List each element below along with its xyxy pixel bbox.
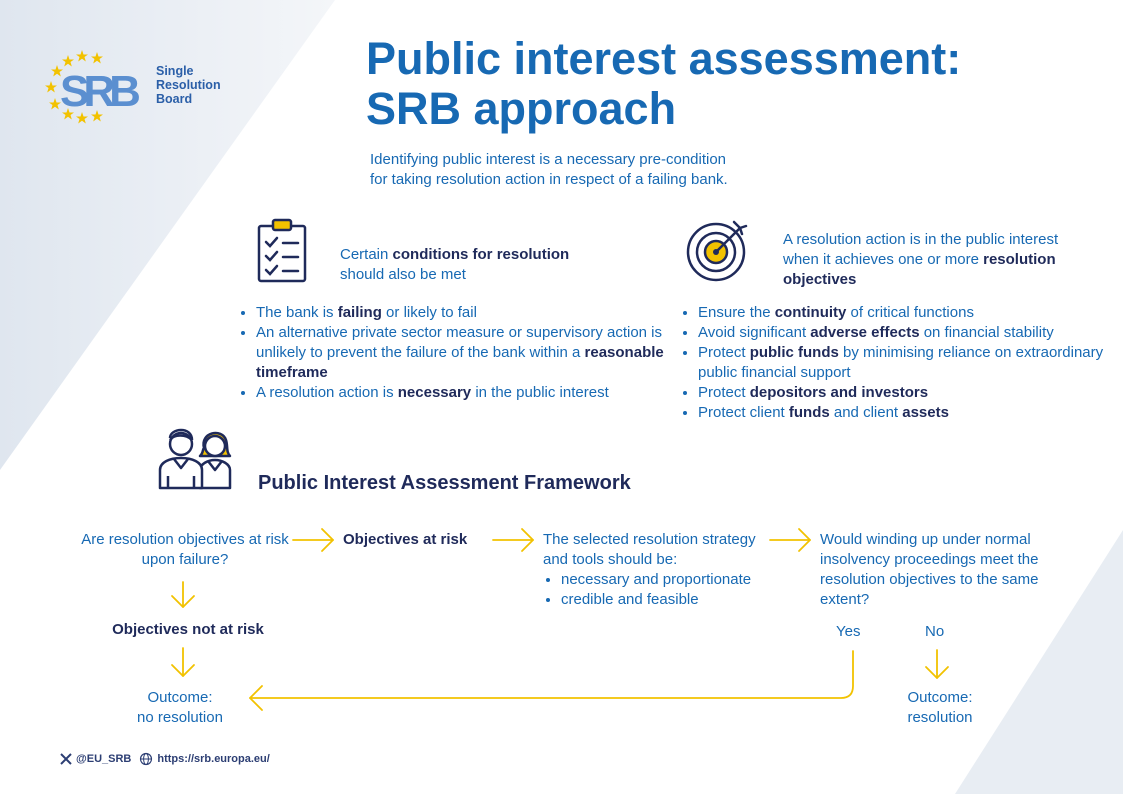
title-line-2: SRB approach [366, 83, 677, 134]
strategy-intro: The selected resolution strategy and tools should be: [543, 531, 756, 568]
list-item: • The bank is failing or likely to fail [256, 303, 696, 323]
website-link[interactable]: https://srb.europa.eu/ [157, 753, 270, 765]
title-line-1: Public interest assessment: [366, 33, 962, 84]
outcome-resolution-line-1: Outcome: [907, 689, 973, 706]
list-item: • Ensure the continuity of critical functions [698, 303, 1123, 323]
arrow-yes-to-no-resolution [250, 651, 853, 710]
question-objectives-at-risk: Are resolution objectives at risk upon failure? [81, 531, 289, 568]
intro-line-2: for taking resolution action in respect of a failing bank. [370, 171, 728, 188]
no-label: No [925, 623, 945, 640]
list-item: • Protect depositors and investors [698, 383, 1123, 403]
objectives-not-at-risk-label: Objectives not at risk [112, 621, 264, 638]
outcome-resolution-line-2: resolution [907, 709, 973, 726]
list-item: • Protect client funds and client assets [698, 403, 1123, 423]
arrow-right-icon [293, 529, 333, 551]
footer [60, 752, 360, 766]
arrow-down-icon [172, 648, 194, 676]
logo-line-1: Single [156, 64, 194, 78]
list-item: • A resolution action is necessary in the public interest [256, 383, 696, 403]
question-winding-up: Would winding up under normal insolvency proceedings meet the resolution objectives to the same extent? [820, 531, 1039, 608]
arrow-down-icon [172, 582, 194, 607]
list-item: • An alternative private sector measure or supervisory action is unlikely to prevent the failure of the bank within a reasonable timeframe [256, 323, 696, 383]
objectives-at-risk-label: Objectives at risk [343, 531, 468, 548]
framework-title: Public Interest Assessment Framework [258, 472, 631, 494]
outcome-no-resolution-line-2: no resolution [137, 709, 223, 726]
arrow-right-icon [770, 529, 810, 551]
logo-line-2: Resolution [156, 78, 221, 92]
arrow-down-icon [926, 650, 948, 678]
conditions-heading-prefix: Certain [340, 246, 393, 263]
logo-line-3: Board [156, 92, 193, 106]
globe-icon [139, 752, 153, 766]
list-item: • necessary and proportionate [561, 570, 791, 590]
arrow-right-icon [493, 529, 533, 551]
conditions-heading-suffix: should also be met [340, 266, 466, 283]
outcome-no-resolution-line-1: Outcome: [147, 689, 213, 706]
x-logo-icon [60, 753, 72, 765]
conditions-heading-bold: conditions for resolution [392, 246, 570, 263]
twitter-handle-link[interactable]: @EU_SRB [76, 753, 132, 765]
list-item: • Avoid significant adverse effects on financial stability [698, 323, 1123, 343]
list-item: • credible and feasible [561, 590, 791, 610]
objectives-heading-bold: resolution objectives [783, 251, 1056, 288]
intro-line-1: Identifying public interest is a necessary pre-condition [370, 151, 727, 168]
objectives-heading-prefix: A resolution action is in the public interest when it achieves one or more [783, 231, 1059, 268]
logo-letters: SRB [60, 67, 135, 116]
yes-label: Yes [836, 623, 861, 640]
list-item: • Protect public funds by minimising reliance on extraordinary public financial support [698, 343, 1123, 383]
